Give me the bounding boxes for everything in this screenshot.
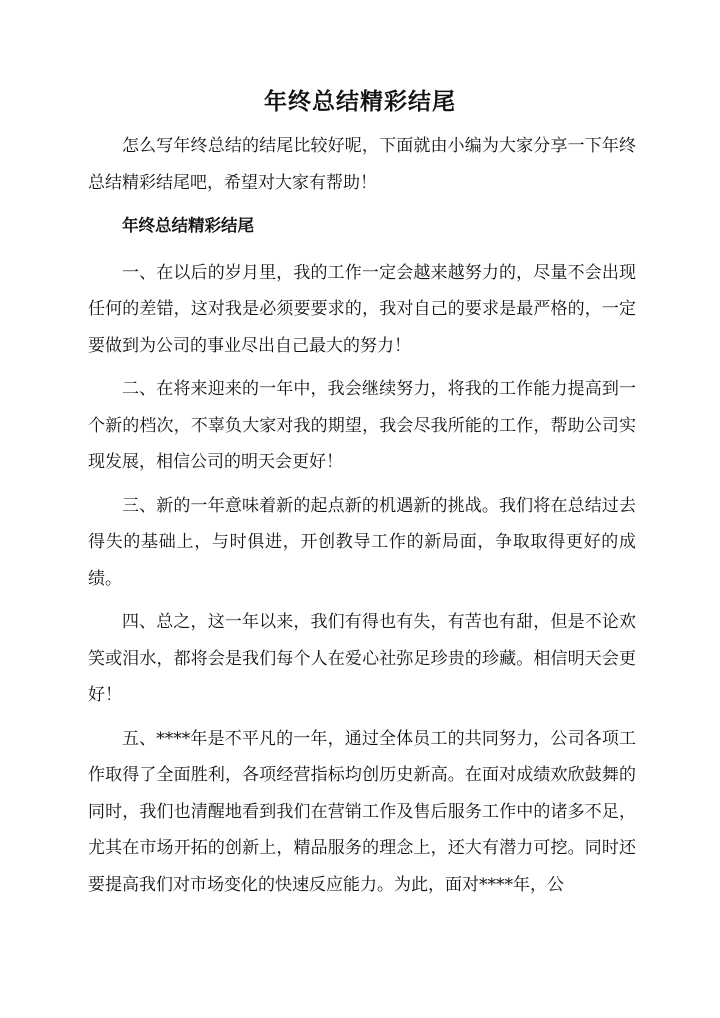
paragraph-1: 一、在以后的岁月里，我的工作一定会越来越努力的，尽量不会出现任何的差错，这对我是必须要要求的，我对自己的要求是最严格的，一定要做到为公司的事业尽出自己最大的努力！	[88, 262, 636, 356]
paragraph-4: 四、总之，这一年以来，我们有得也有失，有苦也有甜，但是不论欢笑或泪水，都将会是我们每个人在爱心社弥足珍贵的珍藏。相信明天会更好！	[88, 612, 636, 705]
paragraph-5: 五、****年是不平凡的一年，通过全体员工的共同努力，公司各项工作取得了全面胜利，各项经营指标均创历史新高。在面对成绩欢欣鼓舞的同时，我们也清醒地看到我们在营销工作及售后服务工作中的诸多不足，尤其在市场开拓的创新上，精品服务的理念上，还大有潜力可挖。同时还要提高我们对市场变化的快速反应能力。为此，面对****年，公	[88, 728, 636, 895]
paragraph-2: 二、在将来迎来的一年中，我会继续努力，将我的工作能力提高到一个新的档次，不辜负大家对我的期望，我会尽我所能的工作，帮助公司实现发展，相信公司的明天会更好！	[88, 379, 636, 472]
section-subheading: 年终总结精彩结尾	[122, 216, 254, 235]
document-title: 年终总结精彩结尾	[264, 88, 456, 115]
intro-paragraph: 怎么写年终总结的结尾比较好呢，下面就由小编为大家分享一下年终总结精彩结尾吧，希望对大家有帮助！	[88, 136, 636, 193]
paragraph-3: 三、新的一年意味着新的起点新的机遇新的挑战。我们将在总结过去得失的基础上，与时俱进，开创教导工作的新局面，争取取得更好的成绩。	[88, 495, 636, 589]
document-body	[88, 128, 636, 910]
